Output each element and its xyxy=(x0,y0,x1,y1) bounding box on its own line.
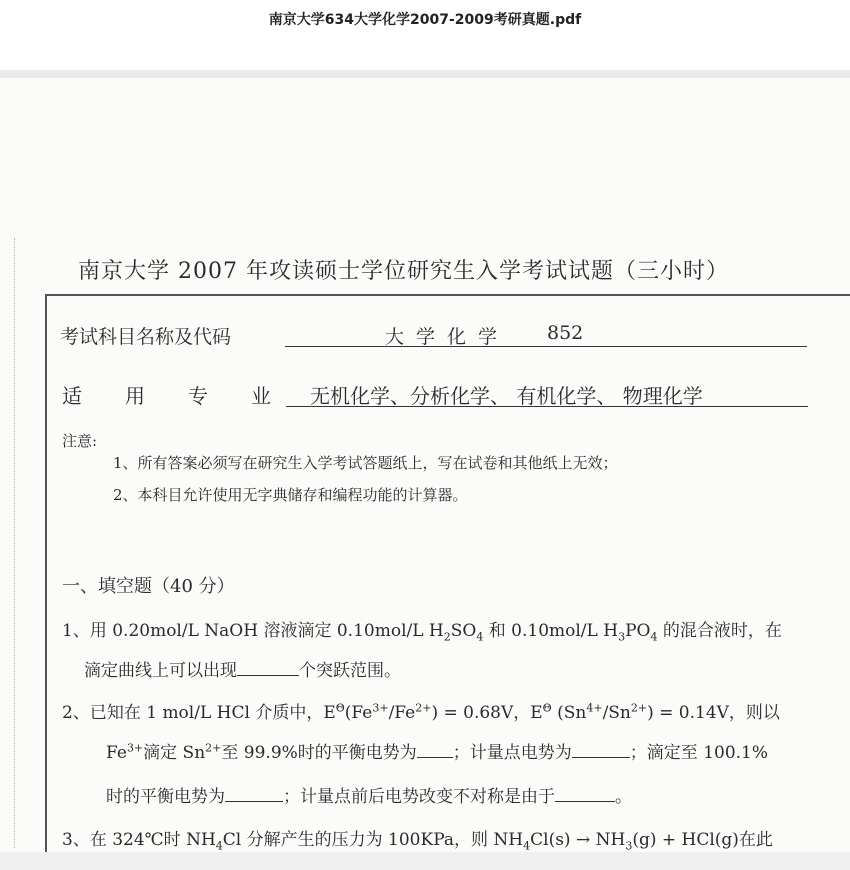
section-title: 一、填空题（40 分） xyxy=(62,576,235,597)
q1-text: 的混合液时，在 xyxy=(657,621,782,641)
q3-text: Cl(s) → NH xyxy=(530,830,626,850)
q2-text: 时的平衡电势为 xyxy=(106,787,225,807)
major-label-char: 适 xyxy=(62,384,82,408)
q1-text: PO xyxy=(625,621,651,641)
q2-text: 。 xyxy=(615,787,632,807)
q3-text: Cl 分解产生的压力为 100KPa，则 NH xyxy=(222,830,524,850)
q1-text: 个突跃范围。 xyxy=(299,661,401,681)
subject-code: 852 xyxy=(547,322,584,344)
exam-heading: 南京大学 2007 年攻读硕士学位研究生入学考试试题（三小时） xyxy=(78,259,729,284)
superscript: 3+ xyxy=(126,741,144,755)
subject-field xyxy=(285,322,807,347)
q2-text: /Sn xyxy=(602,703,631,723)
subject-label: 考试科目名称及代码 xyxy=(60,326,232,348)
question-1-line-2 xyxy=(84,656,401,681)
question-2-line-3 xyxy=(106,782,632,807)
question-1-line-1 xyxy=(62,616,782,643)
q2-text: Fe xyxy=(106,743,127,763)
major-label-char: 专 xyxy=(188,384,208,408)
superscript: 3+ xyxy=(372,701,389,715)
q2-text: 2、已知在 1 mol/L HCl 介质中，E xyxy=(62,703,336,723)
q2-text: (Fe xyxy=(344,703,373,723)
superscript: Θ xyxy=(542,701,552,715)
question-2-line-2 xyxy=(106,738,768,763)
answer-blank xyxy=(572,741,630,758)
note-1: 1、所有答案必须写在研究生入学考试答题纸上，写在试卷和其他纸上无效； xyxy=(113,454,618,472)
q2-text: 滴定 Sn xyxy=(143,743,206,763)
major-label-char: 业 xyxy=(251,384,271,408)
subscript: 3 xyxy=(618,630,626,644)
q3-text: 3、在 324℃时 NH xyxy=(62,830,216,850)
q1-text: 1、用 0.20mol/L NaOH 溶液滴定 0.10mol/L H xyxy=(62,621,444,641)
subscript: 4 xyxy=(215,839,223,852)
subscript: 4 xyxy=(523,839,531,852)
q2-text: (Sn xyxy=(551,703,587,723)
superscript: 4+ xyxy=(586,701,603,715)
q2-text: ；滴定至 100.1% xyxy=(629,743,769,763)
answer-blank xyxy=(237,659,299,676)
q1-text: 和 0.10mol/L H xyxy=(483,621,619,641)
major-field xyxy=(286,380,808,407)
superscript: 2+ xyxy=(630,701,648,715)
q2-text: /Fe xyxy=(388,703,416,723)
q2-text: ) = 0.14V，则以 xyxy=(647,703,780,723)
note-2: 2、本科目允许使用无字典储存和编程功能的计算器。 xyxy=(113,486,468,504)
q1-text: 滴定曲线上可以出现 xyxy=(84,661,237,681)
subscript: 4 xyxy=(476,630,484,644)
answer-blank xyxy=(555,785,615,802)
scan-edge xyxy=(14,238,15,848)
question-3-line-1 xyxy=(62,825,773,852)
bottom-scroll-area[interactable] xyxy=(0,852,850,870)
superscript: 2+ xyxy=(415,701,432,715)
answer-blank xyxy=(417,741,453,758)
toolbar-separator xyxy=(0,70,850,78)
subject-name: 大学化学 xyxy=(385,326,510,348)
q2-text: ；计量点前后电势改变不对称是由于 xyxy=(283,787,555,807)
subscript: 2 xyxy=(443,630,451,644)
q1-text: SO xyxy=(450,621,477,641)
major-label-char: 用 xyxy=(125,384,145,408)
subscript: 3 xyxy=(625,839,633,852)
pdf-page xyxy=(0,78,850,852)
subscript: 4 xyxy=(650,630,658,644)
superscript: Θ xyxy=(335,701,345,715)
notes-label: 注意: xyxy=(62,432,98,450)
major-label xyxy=(62,380,314,409)
title-bar xyxy=(0,0,850,70)
q2-text: ；计量点电势为 xyxy=(452,743,572,763)
q2-text: ) = 0.68V，E xyxy=(431,703,543,723)
q2-text: 至 99.9%时的平衡电势为 xyxy=(221,743,417,763)
document-title: 南京大学634大学化学2007-2009考研真题.pdf xyxy=(268,12,582,28)
q3-text: (g) + HCl(g)在此 xyxy=(632,830,773,850)
question-2-line-1 xyxy=(62,698,780,723)
superscript: 2+ xyxy=(205,741,222,755)
major-value: 无机化学、分析化学、 有机化学、 物理化学 xyxy=(310,384,703,408)
answer-blank xyxy=(225,785,283,802)
